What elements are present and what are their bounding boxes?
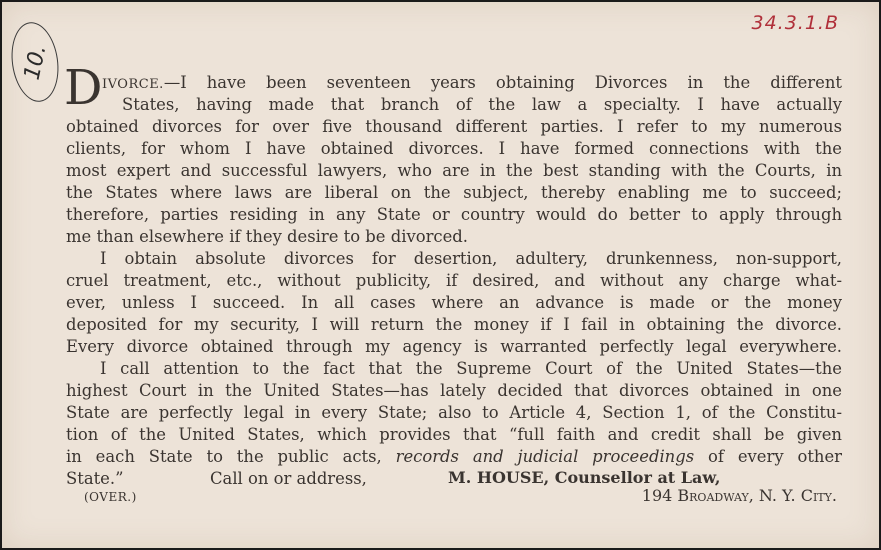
paragraph3-line: I call attention to the fact that the Supreme Court of the United States—the: [100, 359, 842, 378]
paragraph3-line: highest Court in the United States—has lately decided that divorces obtained in one: [66, 381, 842, 400]
paragraph1-line: me than elsewhere if they desire to be divorced.: [66, 227, 468, 246]
circled-number-text: 10.: [19, 42, 51, 82]
paragraph2-line: Every divorce obtained through my agency is warranted perfectly legal everywhere.: [66, 337, 842, 356]
business-address: 194 Broadway, N. Y. City.: [641, 486, 837, 505]
archive-number: 34.3.1.B: [751, 12, 839, 34]
drop-cap: D: [64, 60, 103, 116]
paragraph1-line: the States where laws are liberal on the subject, thereby enabling me to succeed;: [66, 183, 842, 202]
signature: M. HOUSE, Counsellor at Law,: [448, 468, 721, 487]
paragraph1-line: therefore, parties residing in any State or country would do better to apply through: [66, 205, 842, 224]
paragraph1-line: States, having made that branch of the law a specialty. I have actually: [122, 95, 842, 114]
italic-phrase: records and judicial proceedings: [395, 447, 695, 466]
paragraph2-line: deposited for my security, I will return the money if I fail in obtaining the divorce.: [66, 315, 842, 334]
over-note: (OVER.): [84, 490, 137, 504]
paragraph3-line: tion of the United States, which provides that “full faith and credit shall be given: [66, 425, 842, 444]
paragraph2-line: cruel treatment, etc., without publicity, if desired, and without any charge what-: [66, 271, 842, 290]
paragraph1-line1: [102, 72, 842, 96]
line1-rest: —I have been seventeen years obtaining Divorces in the different: [163, 73, 842, 92]
line5-post: of every other: [708, 447, 842, 466]
call-on-text: Call on or address,: [210, 469, 367, 488]
lead-word: IVORCE.: [102, 77, 164, 92]
line5-pre: in each State to the public acts,: [66, 447, 382, 466]
paragraph1-line: obtained divorces for over five thousand different parties. I refer to my numerous: [66, 117, 842, 136]
closing-state: State.”: [66, 469, 124, 488]
paragraph3-line5: [66, 446, 842, 468]
circled-item-number: [7, 19, 64, 105]
postcard: [2, 2, 879, 548]
paragraph2-line: ever, unless I succeed. In all cases where an advance is made or the money: [66, 293, 842, 312]
paragraph1-line: clients, for whom I have obtained divorces. I have formed connections with the: [66, 139, 842, 158]
paragraph1-line: most expert and successful lawyers, who are in the best standing with the Courts, in: [66, 161, 842, 180]
paragraph2-line: I obtain absolute divorces for desertion, adultery, drunkenness, non-support,: [100, 249, 842, 268]
paragraph3-line: State are perfectly legal in every State; also to Article 4, Section 1, of the Constitu-: [66, 403, 842, 422]
